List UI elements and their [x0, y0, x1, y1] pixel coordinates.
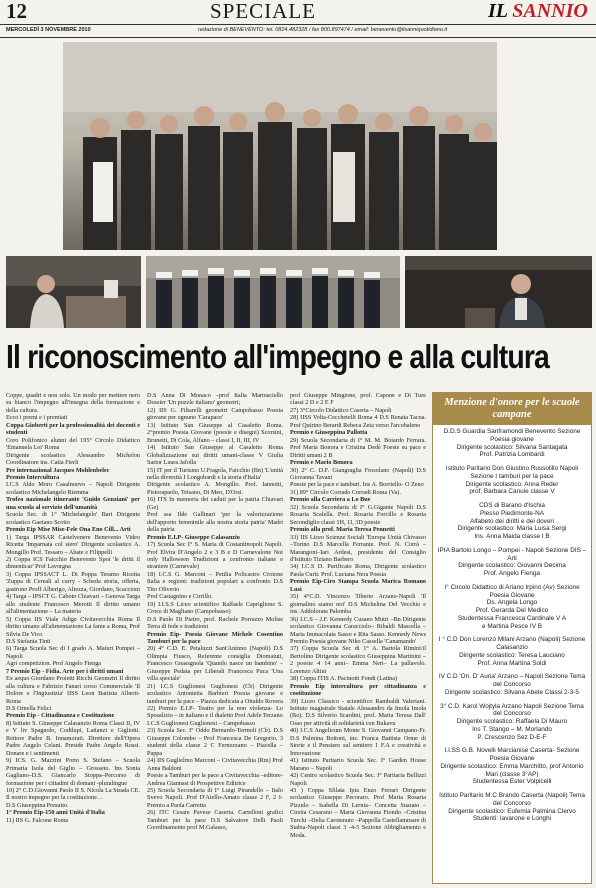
article-paragraph: 2) Coppa ICS Faicchio Benevento Spot 'le dritti il dimenticar' Prof Lavorgna [6, 555, 140, 571]
honor-entry-line: Ds. Angela Longo [486, 599, 538, 607]
article-paragraph: 6) Targa Scuola Sec di I grado A. Maiuri Pompei – Napoli [6, 645, 140, 660]
article-paragraph: Ex aequo Giordano Proietti Ricchi Geometri Il diritto alla cultura e Fabrizio Fanari corso Commerciale 'Il Dolore e l'Ingiustizia' IISS Leon Battista Alberti-Roma [6, 675, 140, 705]
speaker-photo-right [405, 256, 592, 328]
honor-entry-line: Ins T. Stango – M. Morlando [472, 725, 552, 733]
article-paragraph: Dirigente scolastico A. Mongillo. Prof. Iannotti, Pistorapaolo, Teisano, Di Meo, D'Orsi. [147, 481, 283, 496]
article-paragraph: I.C.S Guglionesi Guglionesi – Campobasso [147, 719, 255, 727]
article-paragraph: 20) 4° C.D. E. Petaluzzi Sant'Antimo (Napoli) D.S Olimpia Fiusco, Referente consiglia Diomaiuti, Francesco Gnassgnola 'Quando nasce un bambino' – Giuseppe Pedata per Liberali Francesca Puca 'Una villa speciale' [147, 645, 283, 683]
header-subline [0, 25, 596, 37]
article-paragraph: 38) Coppa ITIS A. Pacinotti Fondi (Latina) [290, 675, 398, 683]
article-paragraph: 4) Targa – IPSCT G. Caboto Chiavari – Genova Targa allo studente Francesco Merotti Il diritto umano all'alimentazione – La materia [6, 593, 140, 616]
article-paragraph: 35) 4°C.D. Vincenzo Tiberio Arzano-Napoli 'Il giornalino siamo noi' D.S Michelina Del Vecchio e ins. Addolorata Palomba [290, 593, 426, 616]
honor-sidebar [432, 392, 592, 884]
article-paragraph: 33) IIS Liceo Scienze Sociali 'Europa Unità Chivasso –Torino D.S Marcella Ferrante. Prof. N. Corrà –Marangoni–Iari Ardesi, presidente del Consiglio d'Istituto Tiziano Barbero [290, 533, 426, 563]
section-heading: Premio e Mario Bonora [290, 459, 353, 467]
article-paragraph: 10) 2° C.D.Giovanni Paolo II S. Nicola La Strada CE. Il nostro impegno per la costituzione… [6, 787, 140, 802]
page-header [0, 0, 596, 22]
honor-entry-line: Studentessa Francesca Cardinale V A [458, 614, 566, 622]
article-paragraph: Scuola Sec. di 1° 'Michelangelo' Bari Dirigente scolastico Gaetano Scotto [6, 511, 140, 526]
article-paragraph: 28) IISS Volta-Cecchetelli Roma 4 D.S Renata Tacua. Prof Quirino Berardi Rebeca Zeta verso l'arcobaleno [290, 414, 426, 429]
section-heading: Premio Eip - Cittadinanza e Costituzione [6, 712, 115, 720]
group-photo-awards [63, 42, 497, 250]
honor-entry [436, 673, 588, 696]
section-heading: Premio Eip Mise Mise-Fele Ona Eno Cill... Arti [6, 526, 131, 534]
honor-entry-line: Prof. Patrizia Lombardi [479, 451, 545, 459]
honor-entry-line: I° Circolo Didattico di Ariano Irpino (Av) Sezione Poesia Giovane [444, 583, 580, 599]
photo-icon [405, 256, 592, 328]
article-paragraph: 27) 3°Circolo Didattico Caserta – Napoli [290, 406, 392, 414]
honor-entry-line: Istituto Paritario Don Giustino Russolillo Napoli Sezione I tamburi per la pace [445, 465, 579, 480]
honor-entry [436, 502, 588, 541]
honor-entry-line: D.D.S Guardia Sanframondi Benevento Sezione Poesia giovane [443, 428, 581, 443]
article-column-3 [290, 392, 426, 884]
article-paragraph: 29) Scuola Secondaria di I° M. M. Boiardo Ferrara. Prof Maria Bonora e Cristina Dedè Poesie su pace e Diritti umani 2 B [290, 436, 426, 459]
article-paragraph: 37) Coppa Scuola Sec di 1° A. Bartola Rimini/il Bertolino Dirigente scolastico Giuseppina Martinini – 2 poesie 4 14 anni– Emma Neri– La pallavolo. Lorenzo Altini [290, 645, 426, 675]
sidebar-list [433, 425, 591, 832]
page-number: 12 [6, 0, 27, 23]
honor-entry [436, 584, 588, 631]
article-paragraph: Poesie a Tamburi per la pace a Civitavecchia –editore- Andrea Giannasi di Prospettive Editrice [147, 772, 283, 787]
section-heading: Premio alla Carriera a Lo Bue [290, 496, 371, 504]
article-paragraph: 18) I.C.S G. Marconi – Petilia Policastro Crotone Italia e regioni: tradizioni popolari a confronto D.S Tito Oliverio [147, 570, 283, 593]
article-paragraph: Coppe, quadri e non solo. Un modo per mettere nero su bianco l'impegno all'insegna della formazione e della cultura. [6, 392, 140, 414]
editorial-contacts: redazione di BENEVENTO: tel. 0824.482328 / fax 800.897474 / email: benevento@ilsanniquotidiano.it [198, 27, 448, 33]
article-paragraph: 9) ICS. G. Mazzini Porto S. Stefano – Scuola Primaria Isola del Giglio – Grosseto. Ins Sonia Gagliano–D.S. Giancarlo Stoppa–Percorso di formazione per i cittadini di domani -pluralingue [6, 757, 140, 787]
section-heading: Trofeo nazionale itinerante 'Guido Genziani' per una scuola al servizio dell'umanità [6, 496, 140, 511]
honor-entry-line: Ins. Anna Maida classe I B [474, 533, 550, 540]
article-paragraph: 32) Scuola Secondaria di I° G.Gigante Napoli D.S Rosaria Scalella. Prof. Rosaria Forcillo e Rosaria Secondiglio classi 1H, 1I, 3D poesie [290, 503, 426, 526]
photo-icon [146, 256, 400, 328]
logo-sannio: SANNIO [512, 0, 588, 22]
honor-entry-line: Dirigente scolastico: Anna Reder [465, 480, 559, 488]
honor-entry-line: Studenti: Iavarone e Longhi [472, 815, 552, 823]
article-paragraph: 22) Premio E.I.P- Teatro per la non violenza- Lo Sposalizio – in italiano e il dialetto Prof Adele Terzano [147, 705, 283, 720]
article-paragraph: Prof ssa Ilde Gallinari 'per la valorizzazione dell'apporto femminile alla nostra storia patria' Madri della patria [147, 511, 283, 534]
article-paragraph: I.C.S Aldo Moro Casalnuovo – Napoli Dirigente scolastico Michelangelo Riemma [6, 481, 140, 496]
article-paragraph: 1) Targa IPSSAR Castelvenere Benevento Video Ricetta 'Imparnata col siero' Dirigente scolastico A. Mongillo Prof. Tessaro – Abate e Filippelli [6, 533, 140, 556]
honor-entry [436, 703, 588, 742]
honor-entry [436, 792, 588, 823]
honor-entry-line: Dirigente scolastico: Eufemia Palmina Clervo [448, 807, 576, 815]
article-paragraph: Agri competizion. Prof Angelo Fienga [6, 660, 102, 668]
honor-entry-line: Prof. Angelo Fienga [483, 570, 541, 577]
section-heading: Premio Eip intercultura per cittadinanza e costituzione [290, 682, 426, 698]
section-heading: Premio alla prof. Maria Teresa Pennetti [290, 526, 395, 534]
section-heading: 1° Premio Eip-150 anni Unità d'Italia [6, 809, 105, 817]
article-paragraph: 11) IIS G. Falcone Roma [6, 816, 69, 824]
article-paragraph: Ecco i premi e i premiati [6, 414, 68, 422]
article-paragraph: 31) 89° Circolo Corrado Corradi Roma (Va). [290, 488, 401, 496]
honor-entry [436, 465, 588, 496]
article-paragraph: 8) Istituto S. Giuseppe Calasanzio Roma Classi II, IV e V liv Spagnolo, Codilupi, Lattanzi e Gigliotti. Rettore Padre B. Innamorati. Direttore dell'Opera Padre Angelo Celani. Preside Padre Angelo Rossi. Donare e i sentimenti [6, 719, 140, 757]
photo-icon [6, 256, 141, 328]
article-paragraph: 5) Coppa IIS Viale Adige Civitavecchia Roma Il diritto umano all'alimentazione La fame a Roma, Prof Silvia De Vico [6, 615, 140, 638]
article-paragraph: 16) ITS In memoria dei caduti per la patria Chiavari (Ge) [147, 496, 283, 511]
honor-entry-line: Prof. Anna Martina Soldi [477, 659, 547, 667]
section-heading: Premio Eip- Poesia Giovane Michele Cosentino Tamburi per la pace [147, 630, 283, 645]
honor-entry-line: e Martina Pesce IV B [481, 622, 543, 630]
article-headline: Il riconoscimento all'impegno e alla cultura [6, 338, 549, 375]
honor-entry-line: IV C.D 'On. D' Auria' Arzano – Napoli Sezione Tema del Concorso [438, 673, 586, 688]
honor-entry [436, 747, 588, 786]
honor-entry [436, 636, 588, 667]
section-heading: 7 Premio Eip - Fidia. Arte per i diritti umani [6, 667, 124, 675]
honor-entry-line: Dirigente scolastico: Silvana Santagata [456, 443, 568, 451]
article-paragraph: 40) I.C.S Angelicum Monte S. Giovanni Campano-Fr. D.S Palmina Bottoni, ins. Franca Battista Orme di Storie e il Pensiero sul sentiero 1 F.A e creatività e Innovazione [290, 727, 426, 757]
article-paragraph: 15) IT per il Turismo U.Fragola, Faicchio (Bn) 'L'unità nella diversità I Longobardi e la storia d'Italia' [147, 466, 283, 481]
article-paragraph: 3) Coppa IPSSACT L. Di Poppa Teramo Ricetta 'Zuppa di Cereali al curry - Scheda storia, offerta, gastrono Proff Alberigo, Altezza, Giordano, Scaccioni [6, 570, 140, 593]
article-column-2 [147, 392, 283, 884]
honor-entry [436, 547, 588, 578]
article-paragraph: 21) I.C.S Guglionesi Guglionesi (Cb) Dirigente scolastico Antonietta Barbieri Poesia giovane e tamburi per la pace – Piazza dedicata a Ottaldo Rovera [147, 682, 283, 705]
speaker-photo-left [6, 256, 141, 328]
article-paragraph: D.S Stefania Tinti [6, 637, 51, 645]
article-paragraph: Prof Castagnino e Cirrillo. [147, 593, 213, 601]
cadets-photo [146, 256, 400, 328]
honor-entry-line: CDS di Barano d'Ischia [479, 502, 545, 509]
article-paragraph: 43 ) Coppa Sfilata Ipia Enzo Ferrari Dirigente scolastico Giuseppe Pecoraro. Prof Maria Rosaria Pizzulo – Isabella Di Lernia– Concetta Suarato – Cirstia Cesarano – Maria Giovanna Fiondo –Cristina Turchi –Delia Carotenuto –Pappolla Castellammare di Stabia-Napoli classi 3 -4-5 Sezione Abbigliamento e Moda. [290, 787, 426, 839]
section-heading: Coppa Gioberti per la professionalità dei docenti e studenti [6, 421, 140, 437]
honor-entry-line: Dirigente scolastico: Teresa Lauciano [459, 651, 565, 659]
section-heading: Premio e Giuseppina Pallotta [290, 429, 368, 437]
sidebar-title: Menzione d'onore per le scuole campane [433, 393, 591, 425]
logo-il: IL [488, 0, 508, 22]
honor-entry-line: Alfabeto dei diritti e dei doveri [470, 517, 554, 525]
article-paragraph: 36) I.C.S – J.F. Kennedy Cusano Mutri –Bn Dirigente scolastico Giovanna Caracciolo– Ribaldi Mascella –Maria Immacolata Sasso e Rita Sasso. Kennedy News Premio Poesia giovane Niko Cassella 'Canamando' [290, 615, 426, 645]
article-paragraph: Dirigente scolastico Alessandro Michelon Coordinatore ins. Catia Fierli [6, 451, 140, 467]
article-paragraph: Poesie per la pace e tamburi. Ins A. Borriello- O Zeno [290, 481, 424, 489]
article-paragraph: 13) Istituto San Giuseppe al Casaletto Roma. 2°premio Poesia Giovane (poesie e disegni) Scorsini, Brunetti, Di Cola, Alfano – classi I, II, III, IV [147, 421, 283, 444]
article-paragraph: 23) Scuola Sec. I° Oddo Bernardo-Termoli (Cb). D.S Giuseppe Colombo – Prof Francesca De Gregorio. 3 studenti della classe 2 C Fernezzano – Piacella – Pappa [147, 727, 283, 757]
honor-entry-line: Prof. Gerarda Del Medico [475, 607, 549, 614]
section-heading: Pre internazional Jacques Mohlenbelec [6, 466, 110, 474]
section-heading: Premio Eip-Ciro Stampa Scuola Marica Romano Lusi [290, 578, 426, 593]
honor-entry-line: Plesso Piedimonte-NA [480, 509, 544, 517]
honor-entry-line: I.I.SS G.B. Novelli Marcianise Caserta- Sezione Poesia Giovane [444, 747, 580, 762]
article-paragraph: 14) Istituto San Giuseppe al Casaletto Roma Globalizzazione sui diritti umani-classe V Giulia Sartor Laura Jafolla [147, 444, 283, 467]
article-paragraph: 34) I.C.S D. Purificato Roma, Dirigente scolastico Paola Curti. Prof. Luciana Nera Poesia [290, 563, 426, 578]
honor-entry [436, 428, 588, 459]
article-paragraph: 17) Scuola Sec I° S. Maria di Costantinopoli Napoli. Prof Elvira D'Angelo 2 e 3 B e D Carnevalone Not only Halloween Tradizioni a confronto italiane e straniere (Carnevale) [147, 541, 283, 571]
honor-entry-line: Dirigente scolastico: Giovanni Decima [458, 562, 566, 570]
issue-date: MERCOLEDÌ 3 NOVEMBRE 2010 [6, 27, 91, 33]
article-paragraph: 25) Scuola Secondaria di I° Luigi Pirandello – Italo Svevo Napoli. Prof D'Aiello-Amato classe 2 F, 2 I-Premio a Paola Carretta [147, 787, 283, 809]
article-paragraph: Coro Polifonico alunni del 195° Circolo Didattico 'Emanuela Loi' Roma [6, 436, 140, 452]
article-paragraph: D.S Anna Di Monaco –prof Italia Martusciello Dossier 'Un puzzle italiano' geometri; [147, 392, 283, 407]
honor-entry-line: Studentessa Ester Volpicelli [472, 778, 552, 786]
section-heading: Premio Intercultura [6, 473, 60, 481]
honor-entry-line: prof. Barbara Canuie classe V [469, 488, 555, 496]
honor-entry-line: I ° C.D Don Lorenzo Milani Arzano (Napoli) Sezione Calasanzio [438, 636, 586, 651]
article-paragraph: 12) IIS G. Filtarelli geometri Campobasso Poesia giovane per ognuno 'Carapace' [147, 406, 283, 422]
honor-entry-line: Dirigente scolastico: Raffaela Di Mauro [456, 718, 568, 725]
article-paragraph: 42) Centro scolastico Scuola Sec. I° Paritaria Bellizzi Napoli [290, 772, 426, 787]
honor-entry-line: 3° C.D. Karol Wojtyla Arzano Napoli Sezione Tema del Concorso [440, 702, 584, 718]
article-paragraph: prof Giuseppe Mingione, prof. Capone e Di Ture classi 2 D e 2 E F [290, 392, 426, 407]
article-column-1 [6, 392, 140, 884]
honor-entry-line: Istituto Paritario M.C Brando Caserta (Napoli) Tema del Concorso [439, 792, 585, 807]
newspaper-logo [488, 0, 592, 24]
photo-icon [63, 42, 497, 250]
article-paragraph: 39) Liceo Classico - scientifico Rambaldi Valeriani. Istituto magistrale Statale Alessandro da Imola Imola (Bo). D.S Silverio Scardini, prof. Maria Teresa Dall' Osso per attività di solidarietà con Bukavu [290, 697, 426, 727]
honor-entry-line: P. Crescenzo Sez D-E-F [477, 733, 547, 741]
honor-entry-line: Dirigente scolastico: Maria Luisa Sergi [457, 525, 567, 533]
subheader-rule [0, 37, 596, 38]
article-paragraph: D.S Ornella Felici [6, 705, 52, 713]
article-paragraph: 41) Istituto Paritario Scuola Sec. I° Garden House Marano – Napoli [290, 757, 426, 772]
article-paragraph: D.S Giuseppina Presutto. [6, 801, 69, 809]
honor-entry-line: IPIA Bartolo Longo – Pompei - Napoli Sezione DIS – Arti [437, 546, 587, 562]
section-heading: Premio E.I.P- Giuseppe Calasanzio [147, 533, 240, 541]
article-paragraph: 26) ITC Cesare Pavese Caserta. Cartelloni grafici Tamburi per la pace D.S Salvatore Delli Paoli Coordinamento prof M.Galasso, [147, 809, 283, 832]
article-paragraph: 30) 2° C. D.F. Giangraglia Frosolano (Napoli) D.S Giovanna Tavani [290, 466, 426, 481]
honor-entry-line: Dirigente scolastico: Emma Marchitto, prof Antonio Mari (classe 3°AP) [440, 762, 584, 778]
section-title: SPECIALE [210, 0, 317, 23]
article-paragraph: 19) I.I.S.S Liceo scientifico Raffaele Capriglione S. Croce di Magliano (Campobasso) [147, 600, 283, 616]
article-paragraph: 24) IIS Guglielmo Marconi – Civitavecchia (Rm) Prof Anna Baldoni [147, 757, 283, 772]
honor-entry-line: Dirigente scolastico: Silvana Abete Classi 2-3-5 [445, 688, 579, 696]
article-paragraph: D.S Paolo Di Pietro, prof. Rachele Porrazzo Molise Terra di fede e tradizioni [147, 615, 283, 631]
